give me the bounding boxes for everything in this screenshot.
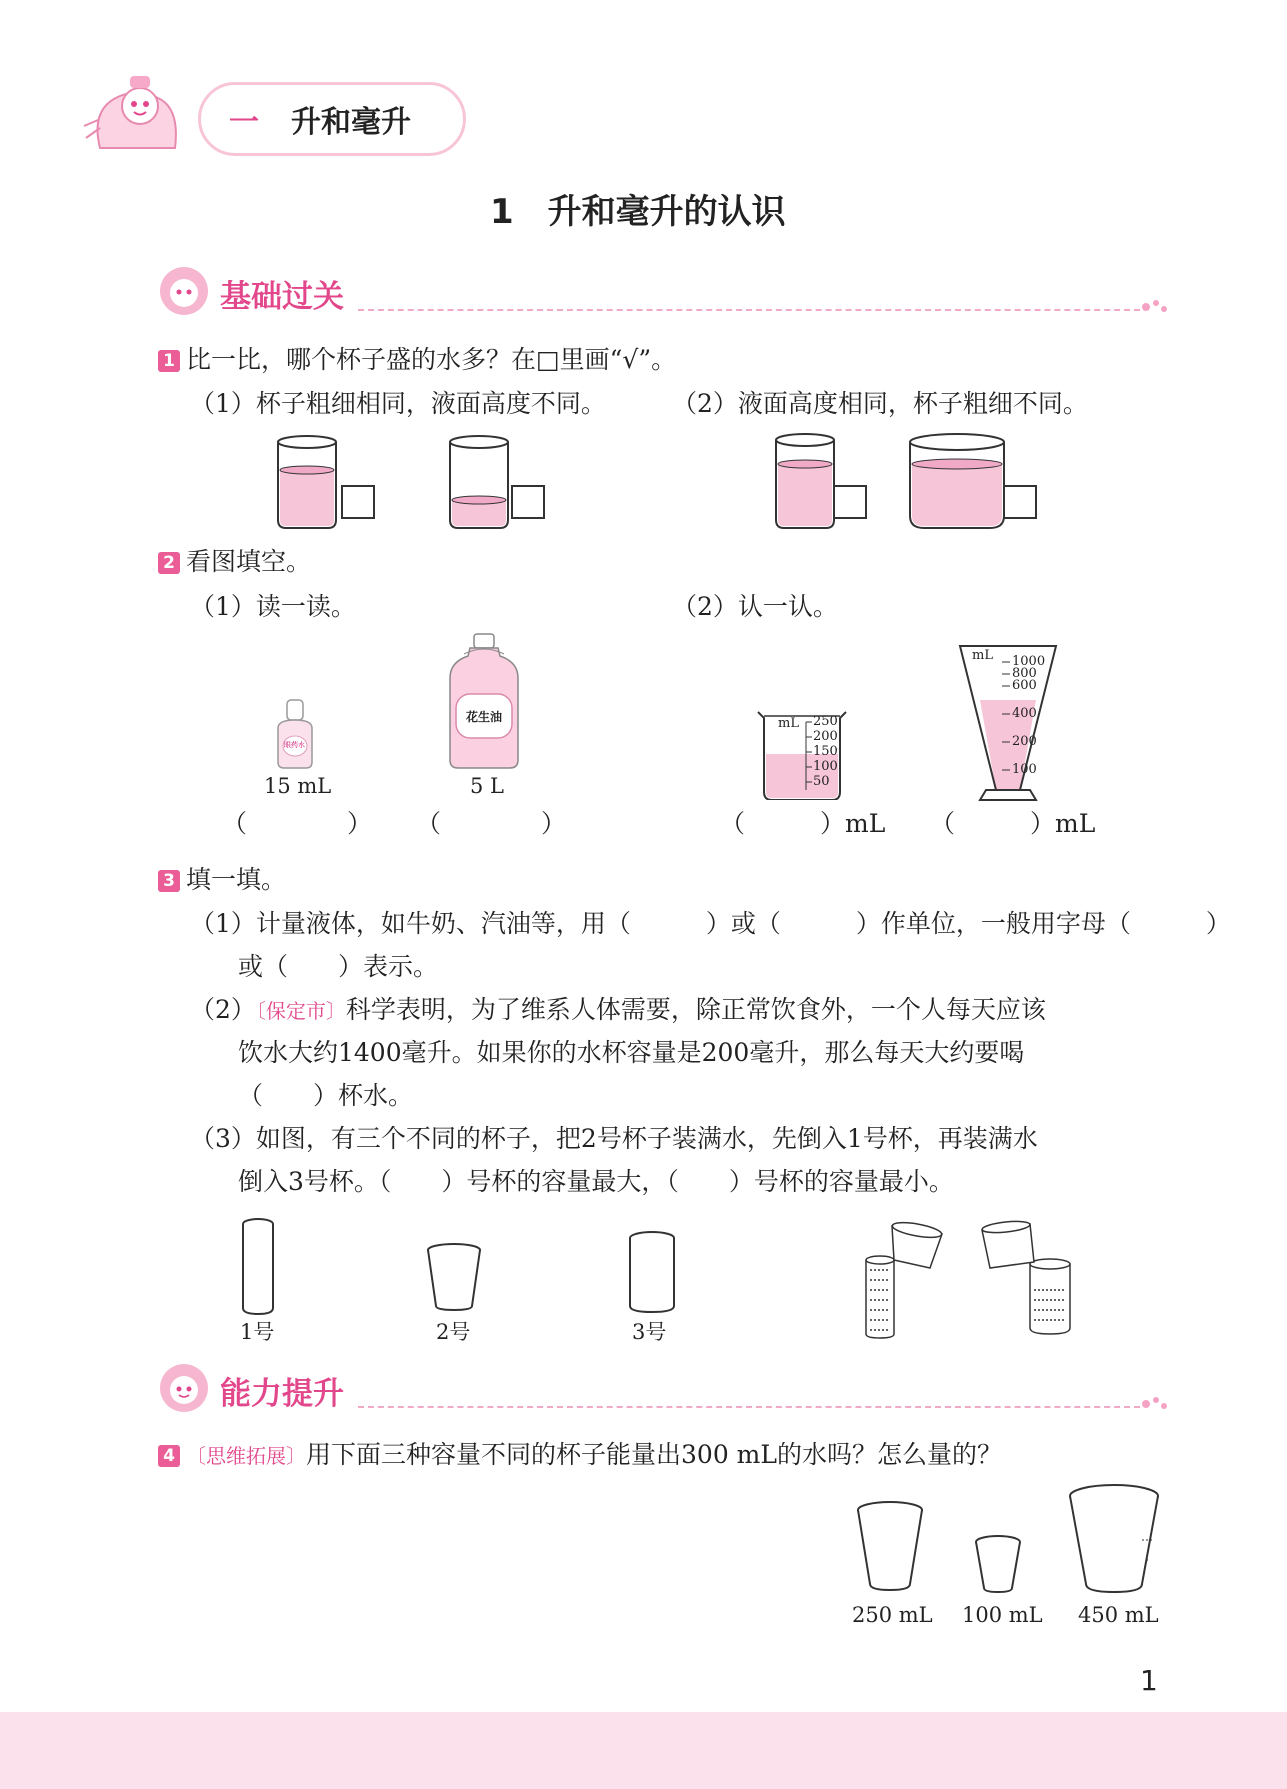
q2-answer-blank[interactable]: （ ）mL <box>720 809 886 838</box>
beaker-tick: 100 <box>813 759 838 774</box>
section-basic-header <box>158 265 1158 321</box>
cylinder-tick: 800 <box>1012 666 1037 681</box>
q3-p2-line2: 饮水大约1400毫升。如果你的水杯容量是200毫升，那么每天大约要喝 <box>238 1038 1025 1067</box>
section-advanced-header <box>158 1362 1158 1418</box>
section-basic-divider <box>358 309 1140 311</box>
cup-450ml-label: 450 mL <box>1078 1603 1159 1627</box>
graduated-cylinder <box>952 644 1064 802</box>
pour-into-cup-1-icon <box>866 1220 943 1338</box>
cylinder-tick: 200 <box>1012 734 1037 749</box>
section-basic-icon <box>158 265 210 317</box>
beaker-tick: 150 <box>813 744 838 759</box>
cup-2-label: 2号 <box>436 1320 471 1344</box>
q3-number: 3 <box>158 870 180 892</box>
banner-title: 升和毫升 <box>291 105 411 140</box>
q3-p2-line3: （ ）杯水。 <box>238 1081 414 1110</box>
q2-number: 2 <box>158 552 180 574</box>
q1-cup-d <box>910 434 1004 528</box>
cup-3-label: 3号 <box>632 1320 667 1344</box>
cup-250ml-label: 250 mL <box>852 1603 933 1627</box>
footer-band <box>0 1712 1287 1789</box>
q1-number: 1 <box>158 350 180 372</box>
q4-number: 4 <box>158 1445 180 1467</box>
topic-tag: 〔思维拓展〕 <box>186 1444 306 1468</box>
q1-prompt <box>158 343 676 377</box>
q3-p1-line2: 或（ ）表示。 <box>238 952 439 981</box>
q1-text: 比一比，哪个杯子盛的水多？在□里画“√”。 <box>186 345 677 374</box>
q3-p2-text: 科学表明，为了维系人体需要，除正常饮食外，一个人每天应该 <box>345 995 1046 1024</box>
cup-1-label: 1号 <box>240 1320 275 1344</box>
beaker-tick: 50 <box>813 774 830 789</box>
q3-cups-figure <box>230 1210 1110 1340</box>
cylinder-tick: 600 <box>1012 678 1037 693</box>
q3-p2-prefix: （2） <box>190 995 256 1024</box>
section-advanced-divider <box>358 1406 1140 1408</box>
cylinder-tick: 100 <box>1012 762 1037 777</box>
eyedrop-label: 15 mL <box>264 774 332 798</box>
q2-part2: （2）认一认。 <box>672 592 838 621</box>
cup-1-icon <box>243 1219 273 1314</box>
q4-text: 用下面三种容量不同的杯子能量出300 mL的水吗？怎么量的？ <box>306 1440 1002 1469</box>
oil-bottle-label: 5 L <box>470 774 504 798</box>
oil-bottle-icon <box>448 632 520 770</box>
q4-prompt <box>158 1438 1002 1473</box>
q2-answer-blank[interactable]: （ ） <box>416 809 567 838</box>
beaker-tick: 250 <box>813 714 838 729</box>
q1-checkbox-b[interactable] <box>512 486 544 518</box>
q1-part1: （1）杯子粗细相同，液面高度不同。 <box>190 389 606 418</box>
cylinder-tick: 400 <box>1012 706 1037 721</box>
q1-cup-c <box>776 434 834 528</box>
q3-p3-line2: 倒入3号杯。（ ）号杯的容量最大，（ ）号杯的容量最小。 <box>238 1167 954 1196</box>
region-tag: 〔保定市〕 <box>255 999 346 1023</box>
q1-checkbox-c[interactable] <box>834 486 866 518</box>
dots-icon <box>1140 297 1170 317</box>
cup-3-icon <box>630 1232 674 1312</box>
cup-100ml-label: 100 mL <box>962 1603 1043 1627</box>
q4-cups-figure <box>850 1480 1170 1600</box>
oil-bottle-name: 花生油 <box>466 710 503 724</box>
q1-part2: （2）液面高度相同，杯子粗细不同。 <box>672 389 1088 418</box>
q1-cup-a <box>278 436 336 528</box>
q3-p3-line1: （3）如图，有三个不同的杯子，把2号杯子装满水，先倒入1号杯，再装满水 <box>190 1124 1038 1153</box>
eyedrop-name: 眼药水 <box>284 741 305 749</box>
eyedrop-bottle-icon <box>270 698 320 770</box>
q1-checkbox-a[interactable] <box>342 486 374 518</box>
q2-text: 看图填空。 <box>186 547 312 576</box>
beaker-unit: mL <box>778 716 799 731</box>
banner-number: 一 <box>229 105 259 140</box>
graduated-cylinder-icon <box>952 644 1064 802</box>
q2-prompt <box>158 545 311 579</box>
cup-450ml-icon <box>1070 1485 1158 1592</box>
eyedrop-bottle <box>270 698 320 770</box>
cylinder-tick: 1000 <box>1012 654 1046 669</box>
cylinder-unit: mL <box>972 648 993 663</box>
section-advanced-icon <box>158 1362 210 1414</box>
dots-icon <box>1140 1394 1170 1414</box>
q1-cup-b <box>450 436 508 528</box>
beaker-tick: 200 <box>813 729 838 744</box>
page-number: 1 <box>1140 1664 1158 1697</box>
unit-banner <box>80 68 470 160</box>
section-advanced-title: 能力提升 <box>220 1376 344 1412</box>
q3-prompt <box>158 863 286 897</box>
q2-answer-blank[interactable]: （ ）mL <box>930 809 1096 838</box>
q3-p1-line1: （1）计量液体，如牛奶、汽油等，用（ ）或（ ）作单位，一般用字母（ ） <box>190 909 1231 938</box>
cup-100ml-icon <box>976 1536 1020 1592</box>
q1-cups-figure <box>270 430 1050 530</box>
q3-text: 填一填。 <box>186 865 287 894</box>
q2-part1: （1）读一读。 <box>190 592 356 621</box>
banner-pill <box>198 82 466 156</box>
section-basic-title: 基础过关 <box>220 279 344 315</box>
lesson-title: 1 升和毫升的认识 <box>490 192 786 232</box>
q2-answer-blank[interactable]: （ ） <box>222 809 373 838</box>
pour-into-cup-3-icon <box>982 1220 1070 1334</box>
beaker <box>756 708 852 800</box>
q3-p2-line1 <box>190 993 1046 1028</box>
q1-checkbox-d[interactable] <box>1004 486 1036 518</box>
cup-250ml-icon <box>858 1502 922 1590</box>
oil-bottle <box>448 632 520 770</box>
cup-2-icon <box>428 1244 480 1310</box>
